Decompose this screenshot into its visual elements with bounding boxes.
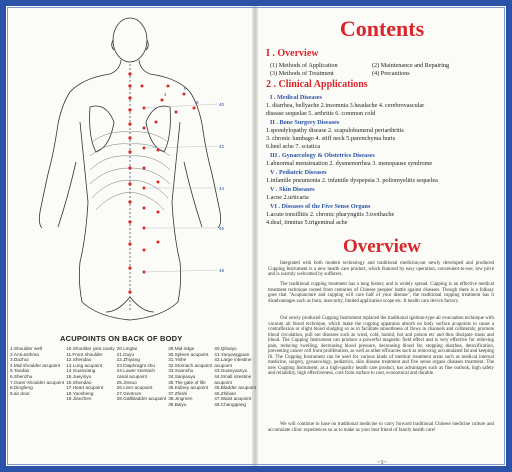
group-heading: I . Medical Diseases bbox=[270, 94, 322, 101]
toc-line: 1.acne 2.urticaria bbox=[266, 194, 309, 201]
acupoint-entry: 32.Stomach acupoint bbox=[168, 362, 213, 368]
acupoint-entry: 17.Heart acupoint bbox=[66, 385, 104, 391]
svg-text:8: 8 bbox=[196, 100, 199, 105]
left-page bbox=[8, 8, 256, 464]
acupoint-entry: 3.Dazhui bbox=[10, 357, 29, 363]
overview-heading: I . Overview bbox=[266, 48, 319, 59]
acupoint-entry: 46.Zhibian bbox=[214, 390, 237, 396]
acupoint-entry: 29.Mid-ridge bbox=[168, 346, 195, 351]
toc-line: 1. diarrhea, bellyache 2.insomnia 3.headache 4. cerebrovascular bbox=[266, 102, 425, 109]
right-page bbox=[262, 8, 502, 464]
clinical-heading: 2 . Clinical Applications bbox=[266, 79, 368, 90]
acupoint-entry: 27.Gentrum bbox=[116, 390, 142, 396]
acupoint-entry: 14.Guanxiang bbox=[66, 368, 96, 374]
acupoint-entry: 12.Shendao bbox=[66, 357, 92, 363]
acupoint-entry: 34.Sanjiaoyu bbox=[168, 373, 196, 379]
acupoint-entry: 10.Shoulder joint cavity bbox=[66, 346, 115, 351]
acupoint-entry: acupoint bbox=[214, 379, 232, 385]
acupoint-entry: 48.Changqiang bbox=[214, 401, 247, 407]
group-heading: III . Gynaecology & Obstetrics Diseases bbox=[270, 152, 375, 159]
toc-item: (1) Methods of Application bbox=[270, 62, 338, 69]
toc-line: disease sequelae 5. arthritis 6. common cold bbox=[266, 110, 376, 117]
acupoint-entry: 28.Gallbladder acupoint bbox=[116, 396, 167, 402]
acupoint-entry: 15.Jueyinyu bbox=[66, 373, 92, 379]
svg-text:42: 42 bbox=[219, 144, 225, 149]
toc-line: 3. chronic lumbago 4. stiff neck 5.parenchyma hurts bbox=[266, 135, 396, 142]
acupoint-entry: 16.Shendao bbox=[66, 379, 92, 385]
acupoint-entry: 1.Shoulder well bbox=[10, 346, 43, 351]
contents-title: Contents bbox=[339, 16, 425, 41]
acupoint-entry: 20.Lingtai bbox=[116, 346, 138, 351]
toc-item: (2) Maintenance and Repairing bbox=[372, 62, 450, 69]
acupoint-entry: acupoint bbox=[214, 362, 232, 368]
acupoints-column bbox=[117, 346, 167, 408]
acupoint-entry: 21.Duyu bbox=[116, 351, 135, 357]
acupoint-entry: 9.air door bbox=[10, 390, 30, 396]
overview-paragraph: Integrated with both modern technology and traditional medicine,our newly developed and produced Cupping Instrument is a new health care product, which featured by easy operation, convenient-to-use, low price and is warmly welcomed by sufferers. bbox=[268, 261, 494, 278]
back-body-illustration bbox=[18, 12, 243, 327]
acupoints-column bbox=[66, 346, 114, 408]
svg-text:40: 40 bbox=[219, 102, 225, 107]
acupoint-entry: 41.Yaoyangguan bbox=[214, 351, 250, 357]
toc-line: 4.deaf, tinnitus 5.trigeminal ache bbox=[266, 219, 348, 226]
toc-item: (3) Methods of Treatment bbox=[270, 70, 334, 77]
acupoint-entry: 24.Lower stomach bbox=[116, 368, 155, 374]
acupoint-entry: canal acupoint bbox=[116, 373, 147, 379]
acupoint-entry: 40.Qihaiyu bbox=[214, 346, 237, 351]
acupoint-entry: 6.Shenzhu bbox=[10, 373, 33, 379]
acupoint-entry: 35.The gate of life bbox=[168, 379, 206, 385]
acupoint-entry: 43.Guanyuanyu bbox=[214, 368, 248, 374]
acupoint-entry: 23.Diaphragm shu bbox=[116, 362, 155, 368]
group-heading: V . Skin Diseases bbox=[270, 186, 315, 193]
group-heading: VI . Diseases of the Five Sense Organs bbox=[270, 203, 371, 210]
group-heading: II . Bone Surgery Diseases bbox=[270, 119, 340, 126]
acupoint-entry: 18.Yaosheng bbox=[66, 390, 94, 396]
acupoint-entry: 13.Lung acupoint bbox=[66, 362, 103, 368]
acupoint-entry: 25.Jinsuo bbox=[116, 379, 137, 385]
overview-title: Overview bbox=[342, 236, 422, 257]
overview-paragraph: The traditional cupping treatment has a long history and is widely spread. Cupping is an effective medical treatment technique rooted from centuries of Chinese peoples' battle against diseases. Though there is a folksay goes that "Acupuncture and cupping will cure half of your disease", the traditional cupping treatment has it disadvantages such as burn, insecurity, limited application scope etc. It health care device factory. bbox=[268, 282, 494, 304]
toc-line: 6.heel ache 7. sciatica bbox=[266, 143, 321, 150]
acupoint-entry: 4.Mid-shoulder acupoint bbox=[10, 362, 61, 368]
acupoint-entry: 42.Large intestine bbox=[214, 357, 252, 363]
acupoint-entry: 36.Kidney acupoint bbox=[168, 385, 209, 391]
acupoint-entry: 26.Liver acupoint bbox=[116, 385, 153, 391]
acupoint-entry: 11.Front shoulder bbox=[66, 351, 103, 357]
toc-item: (4) Precautions bbox=[372, 70, 410, 77]
acupoints-column bbox=[168, 346, 212, 408]
acupoint-entry: 44.Small intestine bbox=[214, 373, 252, 379]
acupoint-entry: 19.Jianzhen bbox=[66, 396, 92, 402]
acupoint-entry: 37.Zhishi bbox=[168, 390, 188, 396]
svg-text:46: 46 bbox=[219, 226, 225, 231]
acupoint-entry: 7.Outer-shoulder acupoint bbox=[10, 379, 65, 385]
toc-line: 1.infantile pneumonia 2. infantile dyspepsia 3. poliomyelitis sequelea bbox=[266, 177, 438, 184]
acupoint-entry: 2.Anti-asthma bbox=[10, 351, 39, 357]
acupoint-entry: 33.Xuanshu bbox=[168, 368, 194, 374]
page-number: ~1~ bbox=[377, 460, 387, 466]
acupoint-entry: 38.Jingmen bbox=[168, 396, 193, 402]
acupoint-entry: 47.Waist acupoint bbox=[214, 396, 252, 402]
acupoints-caption: ACUPOINTS ON BACK OF BODY bbox=[60, 334, 183, 343]
acupoint-entry: 22.Zhiyang bbox=[116, 357, 140, 363]
acupoints-column bbox=[10, 346, 64, 408]
group-heading: V . Pediatric Diseases bbox=[270, 169, 327, 176]
acupoints-column bbox=[214, 346, 256, 408]
svg-text:48: 48 bbox=[219, 268, 225, 273]
acupoints-legend bbox=[10, 346, 256, 408]
overview-paragraph: We will continue to base on traditional medicine to carry forward traditional Chinese medicine culture and accumulate clinic experiences so as to make us your best friend of family health care! bbox=[268, 422, 494, 433]
acupoint-entry: 39.Baiyu bbox=[168, 401, 187, 407]
acupoint-entry: 31.Yishe bbox=[168, 357, 187, 363]
acupoint-entry: 45.Bladder acupoint bbox=[214, 385, 256, 391]
acupoint-entry: 8.Dingfeng bbox=[10, 385, 33, 391]
toc-line: 1.acute tonsillitis 2. chronic pharyngitis 3.toothache bbox=[266, 211, 395, 218]
svg-text:6: 6 bbox=[184, 86, 187, 91]
svg-text:44: 44 bbox=[219, 186, 225, 191]
toc-line: 1.abnormal menstruation 2. dysmenorrhea 3. menopause syndrome bbox=[266, 160, 433, 167]
svg-text:4: 4 bbox=[164, 92, 167, 97]
overview-paragraph: Our newly produced Cupping Instrument replaced the traditional ignition-type air evacuation technique with vacuum air blood technique, which make the cupping apparatus absorb on body surface acupoints to cause a contraflexion or slight blood sludging so as to facilitate smoothness of flows in channels and collaterals, promote blood circulation, pull out diseases such as wind, cold, humid, hot and poison etc and thus dissipate stasis and blood. The Cupping Instrument can produce a powerful magnetic field effect and is very effective for relieving pain, reducing swelling, decreasing blood pressure, decreasing blood fat, stopping diarrhea, detoxification, preventing cancer cell from proliferation, as well as other efficacies such as removing accumulated fat and keeping fit. The Cupping Instrument can be used for various kinds of medical treatment areas such as medical internal medicine, surgery, gynaecology, pediatrics, skin disease treatment and five sense organs diseases treatment. The new Cupping Instrument, as a high-quality health care product, has advantages such as fine outlook, high safety and reliability, high effectiveness, cure from surface to root, economical and durable. bbox=[268, 316, 494, 377]
toc-line: 1.spondylopathy disease 2. scapulohumeral periarthritis bbox=[266, 127, 404, 134]
acupoint-entry: 30.Spleen acupoint bbox=[168, 351, 209, 357]
acupoint-entry: 5.Taodao bbox=[10, 368, 30, 374]
